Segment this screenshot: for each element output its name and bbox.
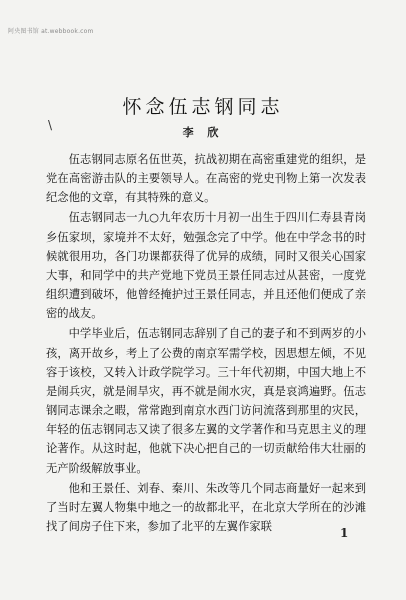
author-name: 李 欣: [182, 126, 224, 139]
page-number: 1: [340, 526, 349, 540]
paragraph: 他和王景任、刘春、秦川、朱改等几个同志商量好一起来到了当时左翼人物集中地之一的故都北平，在北京大学所在的沙滩找了间房子住下来，参加了北平的左翼作家联: [46, 481, 366, 533]
article-body: [46, 150, 366, 536]
paragraph: 伍志钢同志原名伍世英，抗战初期在高密重建党的组织，是党在高密游击队的主要领导人。在高密的党史刊物上第一次发表纪念他的文章，有其特殊的意义。: [46, 153, 366, 205]
paragraph: 中学毕业后，伍志钢同志辞别了自己的妻子和不到两岁的小孩，离开故乡，考上了公费的南京军需学校，因思想左倾，不见容于该校，又转入计政学院学习。三十年代初期，中国大地上不是闹兵灾，就是闹旱灾，再不就是闹水灾，真是哀鸿遍野。伍志钢同志课余之暇，常常跑到南京水西门访问流落到那里的灾民，年轻的伍志钢同志又读了很多左翼的文学著作和马克思主义的理论著作。从这时起，他就下决心把自己的一切贡献给伟大壮丽的无产阶级解放事业。: [46, 327, 366, 475]
paragraph: 伍志钢同志一九○九年农历十月初一出生于四川仁寿县青岗乡伍家坝，家境并不太好，勉强念完了中学。他在中学念书的时候就很用功，各门功课都获得了优异的成绩，同时又很关心国家大事，和同学中的共产党地下党员王景任同志过从甚密，一度党组织遭到破坏，他曾经掩护过王景任同志，并且还他们便成了亲密的战友。: [46, 211, 366, 321]
article-title: 怀念伍志钢同志: [122, 96, 284, 118]
section-mark: \: [48, 118, 53, 132]
watermark-text: 阿央图书馆 at.webbook.com: [8, 28, 94, 35]
